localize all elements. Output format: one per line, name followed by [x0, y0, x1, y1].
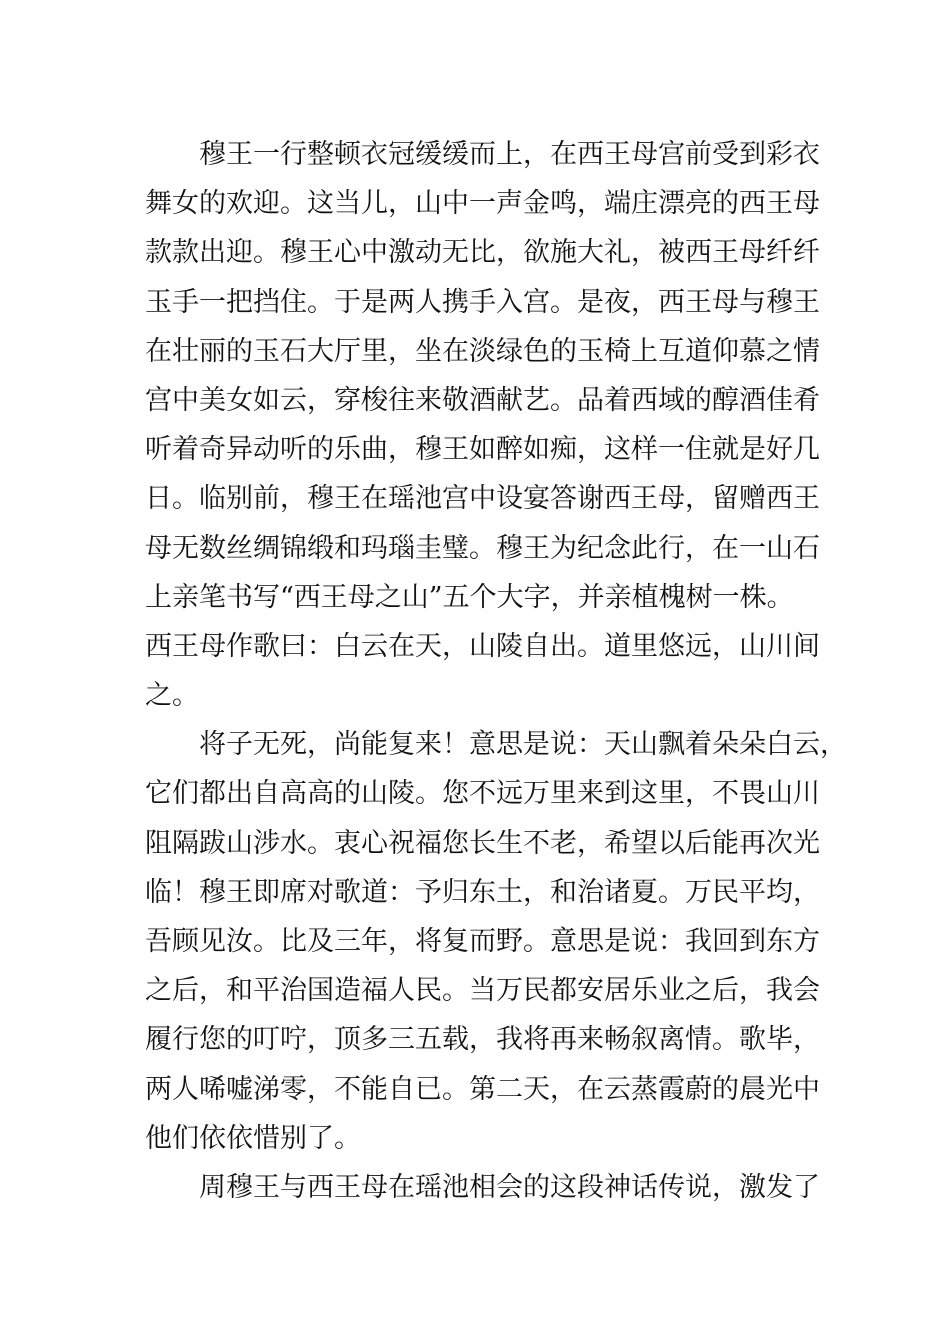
text-line: 履行您的叮咛，顶多三五载，我将再来畅叙离情。歌毕， [145, 1024, 820, 1056]
text-line: 在壮丽的玉石大厅里，坐在淡绿色的玉椅上互道仰慕之情 [145, 335, 820, 367]
text-line: 吾顾见汝。比及三年，将复而野。意思是说：我回到东方 [145, 926, 820, 957]
text-line: 将子无死，尚能复来！意思是说：天山飘着朵朵白云， [199, 729, 847, 761]
text-line: 他们依依惜别了。 [145, 1122, 361, 1154]
text-line: 之。 [145, 680, 199, 712]
text-line: 之后，和平治国造福人民。当万民都安居乐业之后，我会 [145, 975, 820, 1007]
paragraph-1 [145, 130, 845, 720]
text-line: 穆王一行整顿衣冠缓缓而上，在西王母宫前受到彩衣 [199, 139, 820, 170]
text-line: 母无数丝绸锦缎和玛瑙圭璧。穆王为纪念此行，在一山石 [145, 532, 820, 564]
text-line: 上亲笔书写“西王母之山”五个大字，并亲植槐树一株。 [145, 581, 794, 613]
text-line: 它们都出自高高的山陵。您不远万里来到这里，不畏山川 [145, 778, 820, 810]
text-line: 舞女的欢迎。这当儿，山中一声金鸣，端庄漂亮的西王母 [145, 188, 820, 220]
text-line: 西王母作歌曰：白云在天，山陵自出。道里悠远，山川间 [145, 630, 820, 662]
paragraph-2 [145, 720, 845, 1163]
text-line: 阻隔跋山涉水。衷心祝福您长生不老，希望以后能再次光 [145, 827, 820, 859]
paragraph-3 [145, 1163, 845, 1212]
text-line: 临！穆王即席对歌道：予归东土，和治诸夏。万民平均， [145, 876, 820, 908]
text-line: 玉手一把挡住。于是两人携手入宫。是夜，西王母与穆王 [145, 286, 820, 318]
text-line: 周穆王与西王母在瑶池相会的这段神话传说，激发了 [199, 1171, 820, 1203]
text-line: 款款出迎。穆王心中激动无比，欲施大礼，被西王母纤纤 [145, 237, 820, 269]
text-line: 听着奇异动听的乐曲，穆王如醉如痴，这样一住就是好几 [145, 434, 820, 466]
body-text [145, 130, 845, 1212]
text-line: 日。临别前，穆王在瑶池宫中设宴答谢西王母，留赠西王 [145, 483, 820, 515]
text-line: 宫中美女如云，穿梭往来敬酒献艺。品着西域的醇酒佳肴 [145, 384, 820, 416]
text-line: 两人唏嘘涕零，不能自已。第二天，在云蒸霞蔚的晨光中 [145, 1073, 820, 1105]
